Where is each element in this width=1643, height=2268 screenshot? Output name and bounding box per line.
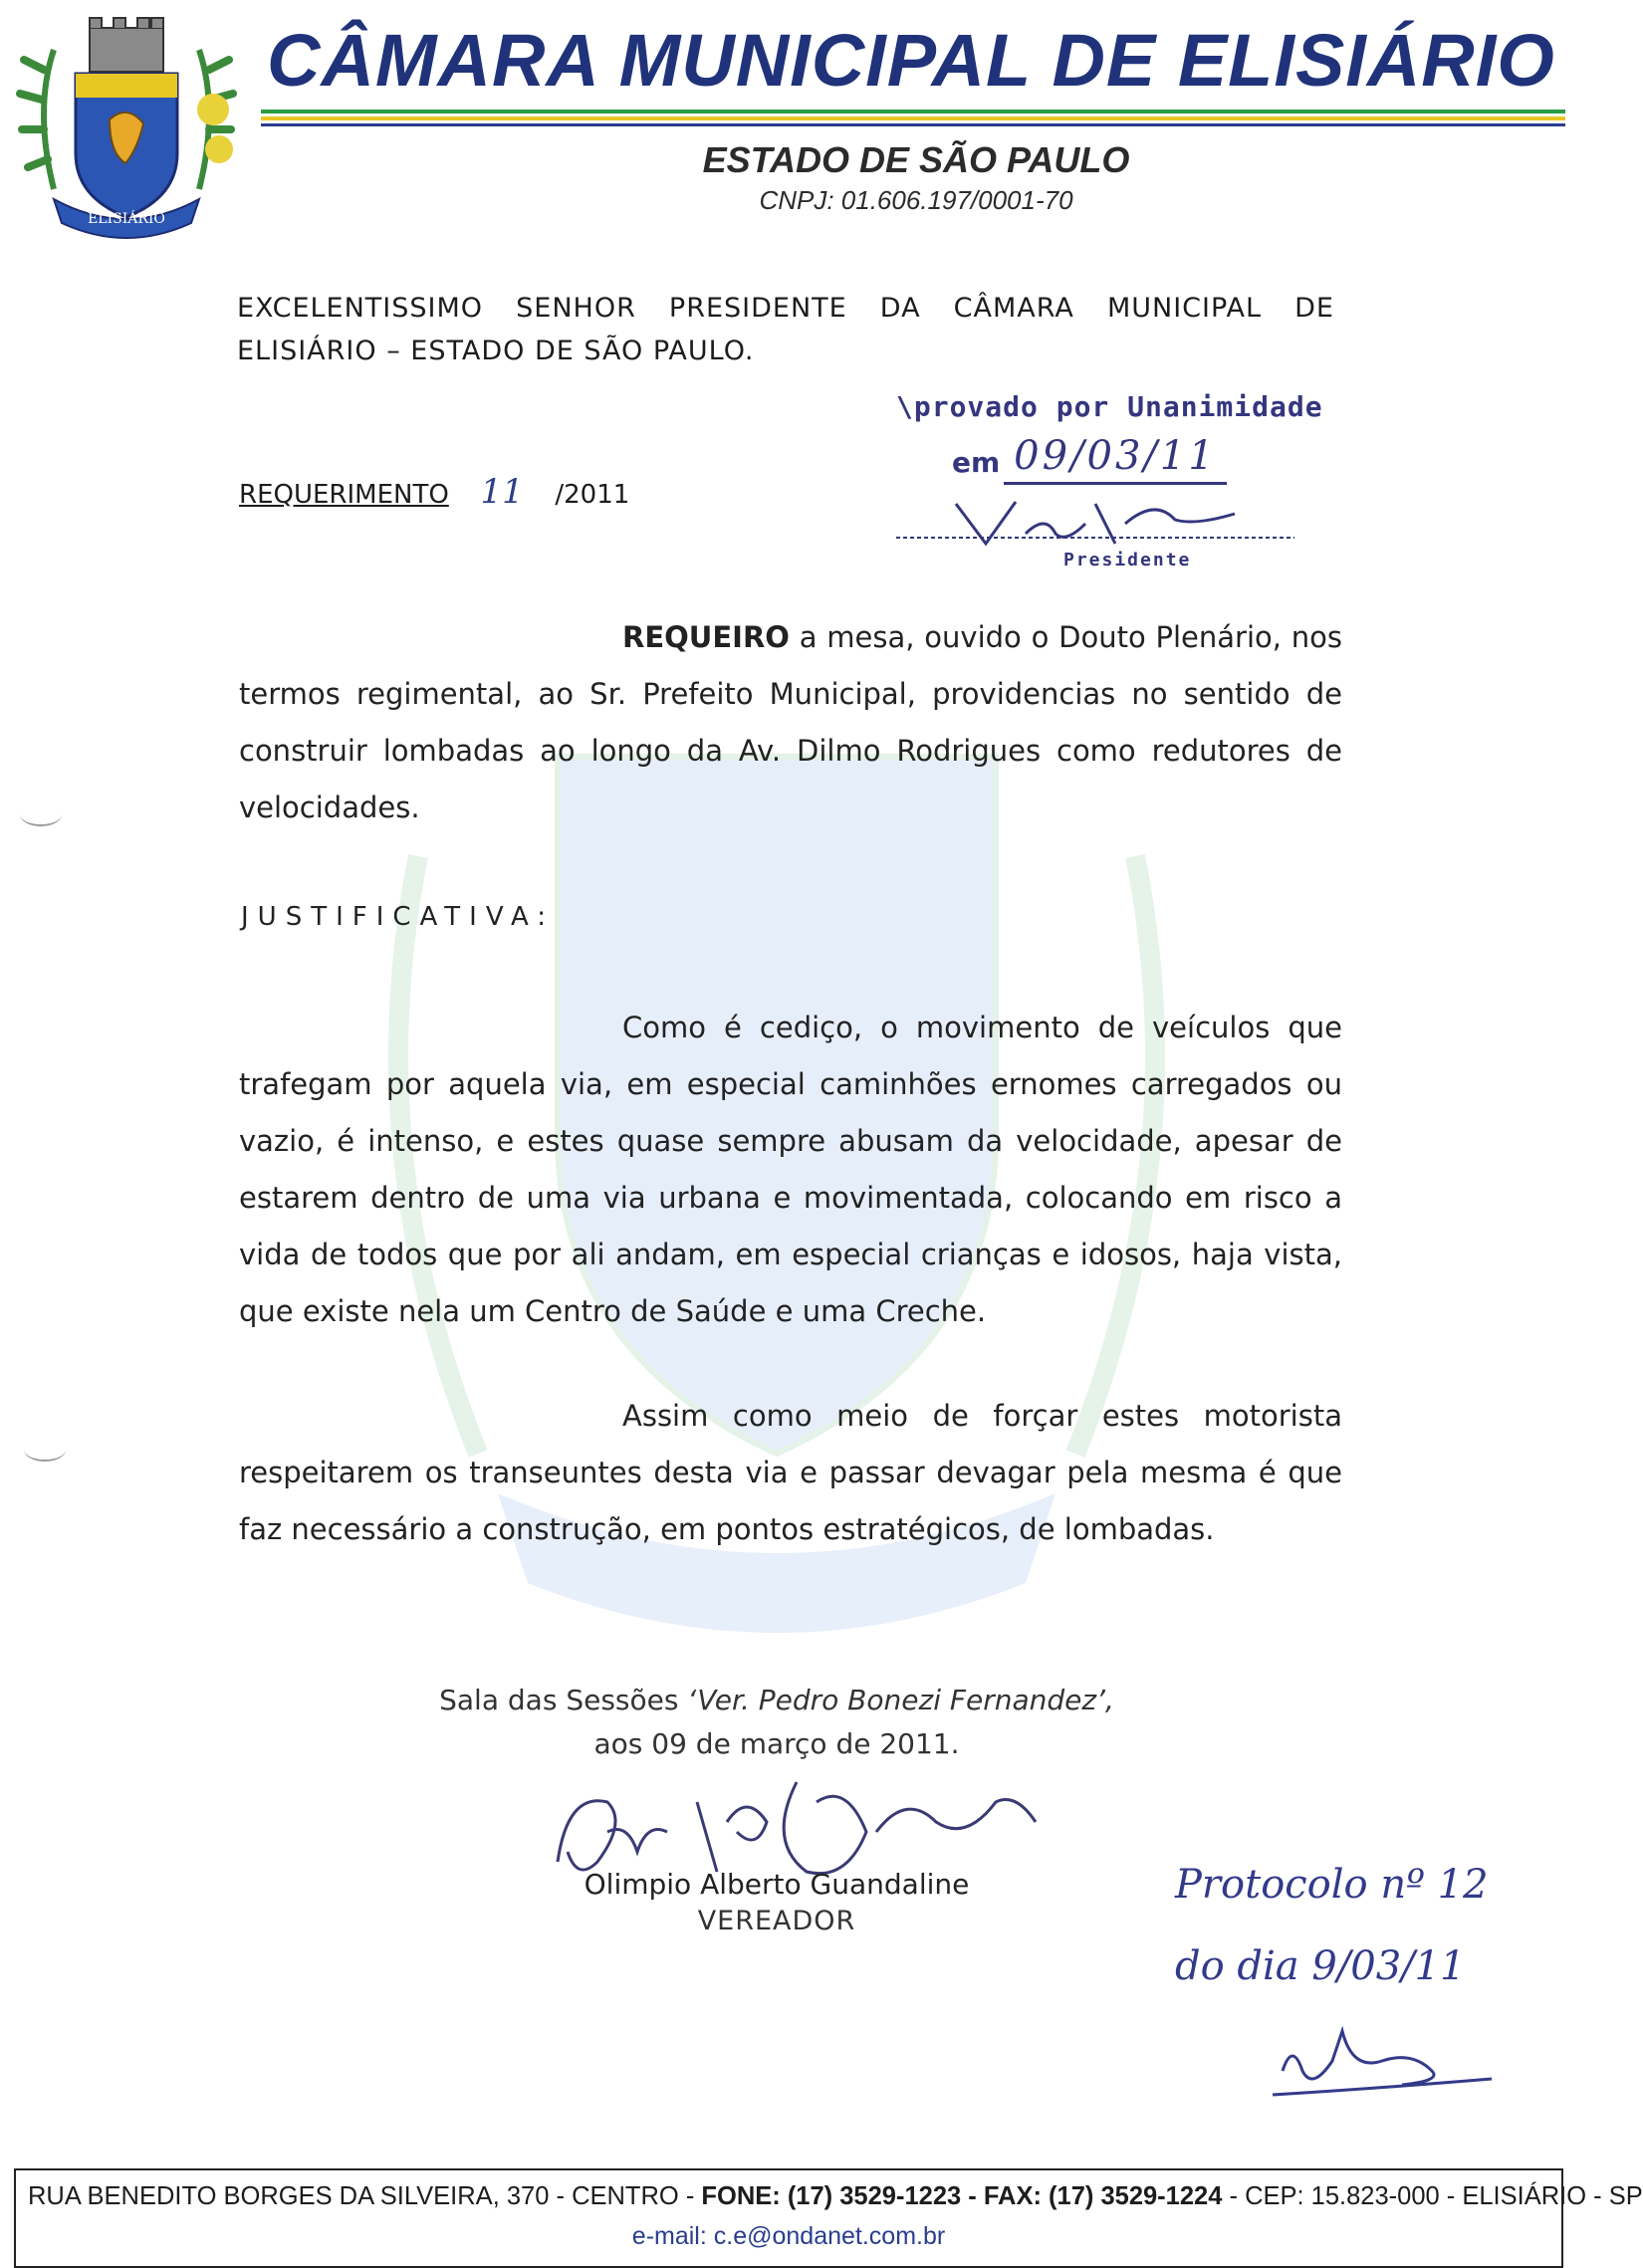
justificativa-heading: JUSTIFICATIVA: (241, 902, 556, 932)
request-text: a mesa, ouvido o Douto Plenário, nos termos regimental, ao Sr. Prefeito Municipal, providencias no sentido de construir lombadas ao longo da Av. Dilmo Rodrigues como redutores de velocidades. (239, 620, 1342, 824)
approval-stamp (896, 390, 1394, 579)
punch-hole-mark (24, 1438, 66, 1462)
stamp-em-label: em (952, 446, 1001, 479)
request-paragraph (239, 609, 1342, 836)
closing-session-name: ‘Ver. Pedro Bonezi Fernandez’, (687, 1684, 1114, 1716)
protocol-note (1175, 1844, 1553, 2007)
footer-phone-fax: FONE: (17) 3529-1223 - FAX: (17) 3529-1224 (701, 2182, 1223, 2210)
letterhead-rule-blue (261, 123, 1565, 126)
requerimento-number: 11 (480, 472, 524, 512)
footer-address (28, 2182, 1643, 2211)
addressee: EXCELENTISSIMO SENHOR PRESIDENTE DA CÂMARA MUNICIPAL DE ELISIÁRIO – ESTADO DE SÃO PAULO. (237, 293, 1334, 366)
stamp-role: Presidente (1063, 550, 1192, 570)
closing-date: aos 09 de março de 2011. (593, 1727, 960, 1760)
letterhead-state: ESTADO DE SÃO PAULO (702, 139, 1130, 180)
stamp-text: \provado por Unanimidade (896, 390, 1323, 423)
letterhead-rule-yellow (261, 116, 1565, 120)
president-signature-icon (896, 494, 1314, 554)
footer-address-end: - CEP: 15.823-000 - ELISIÁRIO - SP (1222, 2182, 1643, 2210)
protocol-number: Protocolo nº 12 (1175, 1862, 1489, 1908)
requerimento-label: REQUERIMENTO (239, 480, 449, 510)
letterhead-cnpj: CNPJ: 01.606.197/0001-70 (759, 185, 1073, 215)
closing-block (329, 1679, 1225, 1766)
crest-banner-text: ELISIÁRIO (88, 211, 165, 227)
requerimento-line (239, 472, 629, 512)
signer-role: VEREADOR (697, 1906, 856, 1936)
closing-session (329, 1679, 1225, 1722)
letterhead-title: CÂMARA MUNICIPAL DE ELISIÁRIO (267, 19, 1555, 102)
request-lead-word: REQUEIRO (622, 620, 790, 654)
justification-paragraph-2: Assim como meio de forçar estes motorista respeitarem os transeuntes desta via e passar devagar pela mesma é que faz necessário a construção, em pontos estratégicos, de lombadas. (239, 1399, 1342, 1546)
protocol-initials-icon (1263, 2021, 1522, 2101)
punch-hole-mark (20, 802, 62, 826)
protocol-date: do dia 9/03/11 (1175, 1943, 1466, 1989)
justification-paragraph-1: Como é cediço, o movimento de veículos que trafegam por aquela via, em especial caminhões ernomes carregados ou vazio, é intenso, e estes quase sempre abusam da velocidade, apesar de estarem dentro de uma via urbana e movimentada, colocando em risco a vida de todos que por ali andam, em especial crianças e idosos, haja vista, que existe nela um Centro de Saúde e uma Creche. (239, 1011, 1342, 1328)
footer-email: e-mail: c.e@ondanet.com.br (631, 2222, 946, 2250)
letterhead-rule-green (261, 110, 1565, 113)
municipal-crest-icon (14, 10, 239, 249)
signer-name: Olimpio Alberto Guandaline (584, 1868, 970, 1901)
stamp-date: 09/03/11 (1004, 430, 1227, 485)
footer-address-start: RUA BENEDITO BORGES DA SILVEIRA, 370 - CENTRO - (28, 2182, 702, 2210)
closing-session-prefix: Sala das Sessões (439, 1684, 688, 1716)
requerimento-year: /2011 (555, 480, 630, 510)
